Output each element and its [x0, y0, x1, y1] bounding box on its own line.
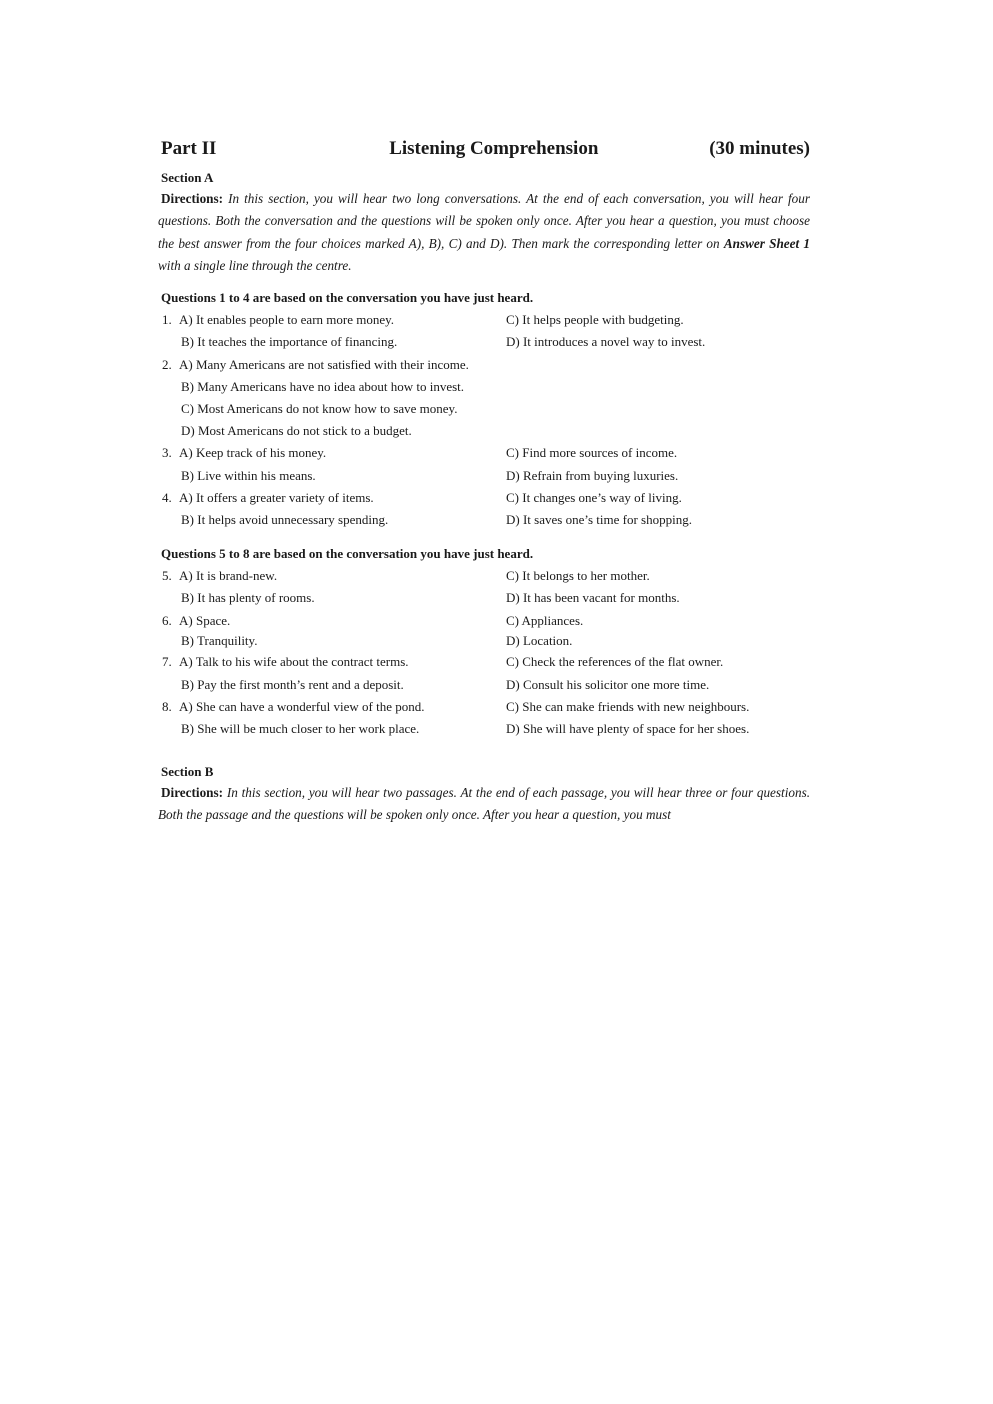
question-2-row-3: [158, 398, 810, 420]
option-c: C) Check the references of the flat owner.: [506, 654, 724, 670]
question-number: 8.: [162, 698, 172, 714]
question-2: [158, 354, 810, 376]
question-5-row-2: [158, 587, 810, 609]
directions-text: In this section, you will hear two long conversations. At the end of each conversation, you will hear four questions. Both the conversation and the questions will be spoken only once. After you hear a question, you must choose the best answer from the four choices marked A), B), C) and D). Then mark the corresponding letter on: [158, 191, 810, 251]
option-d: D) It saves one’s time for shopping.: [506, 511, 692, 527]
option-c: C) It changes one’s way of living.: [506, 489, 682, 505]
question-6-row-2: [158, 631, 810, 651]
page-header: [158, 138, 810, 166]
option-a: A) Space.: [179, 613, 231, 629]
option-b: B) Pay the first month’s rent and a deposit.: [181, 676, 404, 692]
option-c: C) It helps people with budgeting.: [506, 312, 684, 328]
question-1: [158, 309, 810, 331]
directions-label: Directions:: [161, 785, 224, 801]
page-title: Listening Comprehension: [389, 138, 599, 159]
option-d: D) Location.: [506, 633, 573, 649]
answer-sheet-ref: Answer Sheet 1: [723, 235, 810, 251]
option-c: C) It belongs to her mother.: [506, 568, 650, 584]
question-number: 6.: [162, 613, 172, 629]
section-b-directions: [158, 782, 810, 827]
section-a-label: Section A: [161, 170, 214, 185]
question-4-row-2: [158, 509, 810, 531]
option-c: C) Appliances.: [506, 613, 584, 629]
question-8: [158, 696, 810, 718]
exam-page: [158, 138, 810, 827]
question-number: 1.: [162, 312, 172, 328]
question-number: 5.: [162, 568, 172, 584]
option-d: D) Refrain from buying luxuries.: [506, 467, 679, 483]
question-1-row-2: [158, 331, 810, 353]
option-b: B) Live within his means.: [181, 467, 316, 483]
question-group-1: [158, 309, 810, 531]
option-b: B) She will be much closer to her work place.: [181, 721, 420, 736]
option-a: A) Keep track of his money.: [179, 445, 327, 461]
option-b: B) It helps avoid unnecessary spending.: [181, 511, 389, 527]
question-group-2-title: Questions 5 to 8 are based on the conversation you have just heard.: [161, 546, 534, 562]
directions-text-end: with a single line through the centre.: [158, 257, 352, 273]
question-number: 7.: [162, 654, 172, 670]
option-c: C) Most Americans do not know how to save money.: [181, 400, 458, 416]
option-b: B) Tranquility.: [181, 633, 258, 649]
question-4: [158, 487, 810, 509]
option-b: B) Many Americans have no idea about how to invest.: [181, 378, 465, 394]
option-a: A) She can have a wonderful view of the pond.: [179, 698, 425, 714]
question-group-2: [158, 565, 810, 740]
time-limit: (30 minutes): [709, 138, 810, 159]
option-a: A) Many Americans are not satisfied with their income.: [179, 356, 469, 372]
question-group-1-title: Questions 1 to 4 are based on the conversation you have just heard.: [161, 290, 534, 306]
question-number: 3.: [162, 445, 172, 461]
section-a-directions: [158, 188, 810, 277]
directions-label: Directions:: [161, 191, 224, 206]
option-a: A) It offers a greater variety of items.: [179, 489, 374, 505]
section-b-label: Section B: [161, 764, 214, 780]
option-d: D) Most Americans do not stick to a budget.: [181, 423, 412, 439]
option-a: A) It is brand-new.: [179, 568, 278, 584]
question-6: [158, 611, 810, 631]
question-2-row-2: [158, 376, 810, 398]
option-d: D) It has been vacant for months.: [506, 590, 680, 606]
question-8-row-2: [158, 718, 810, 740]
question-number: 2.: [162, 356, 172, 372]
option-c: C) Find more sources of income.: [506, 445, 678, 461]
option-a: A) It enables people to earn more money.: [179, 312, 395, 328]
question-5: [158, 565, 810, 587]
question-7-row-2: [158, 674, 810, 696]
question-3-row-2: [158, 465, 810, 487]
question-2-row-4: [158, 420, 810, 442]
question-number: 4.: [162, 489, 172, 505]
part-label: Part II: [161, 138, 217, 159]
option-d: D) It introduces a novel way to invest.: [506, 334, 706, 350]
option-d: D) Consult his solicitor one more time.: [506, 676, 710, 692]
option-c: C) She can make friends with new neighbours.: [506, 698, 750, 714]
option-b: B) It has plenty of rooms.: [181, 590, 315, 606]
option-d: D) She will have plenty of space for her shoes.: [506, 721, 750, 736]
option-b: B) It teaches the importance of financing.: [181, 334, 398, 350]
directions-text: In this section, you will hear two passages. At the end of each passage, you will hear three or four questions. Both the passage and the questions will be spoken only once. After you hear a question, you must: [158, 785, 810, 823]
question-7: [158, 651, 810, 673]
question-3: [158, 442, 810, 464]
option-a: A) Talk to his wife about the contract terms.: [179, 654, 409, 670]
